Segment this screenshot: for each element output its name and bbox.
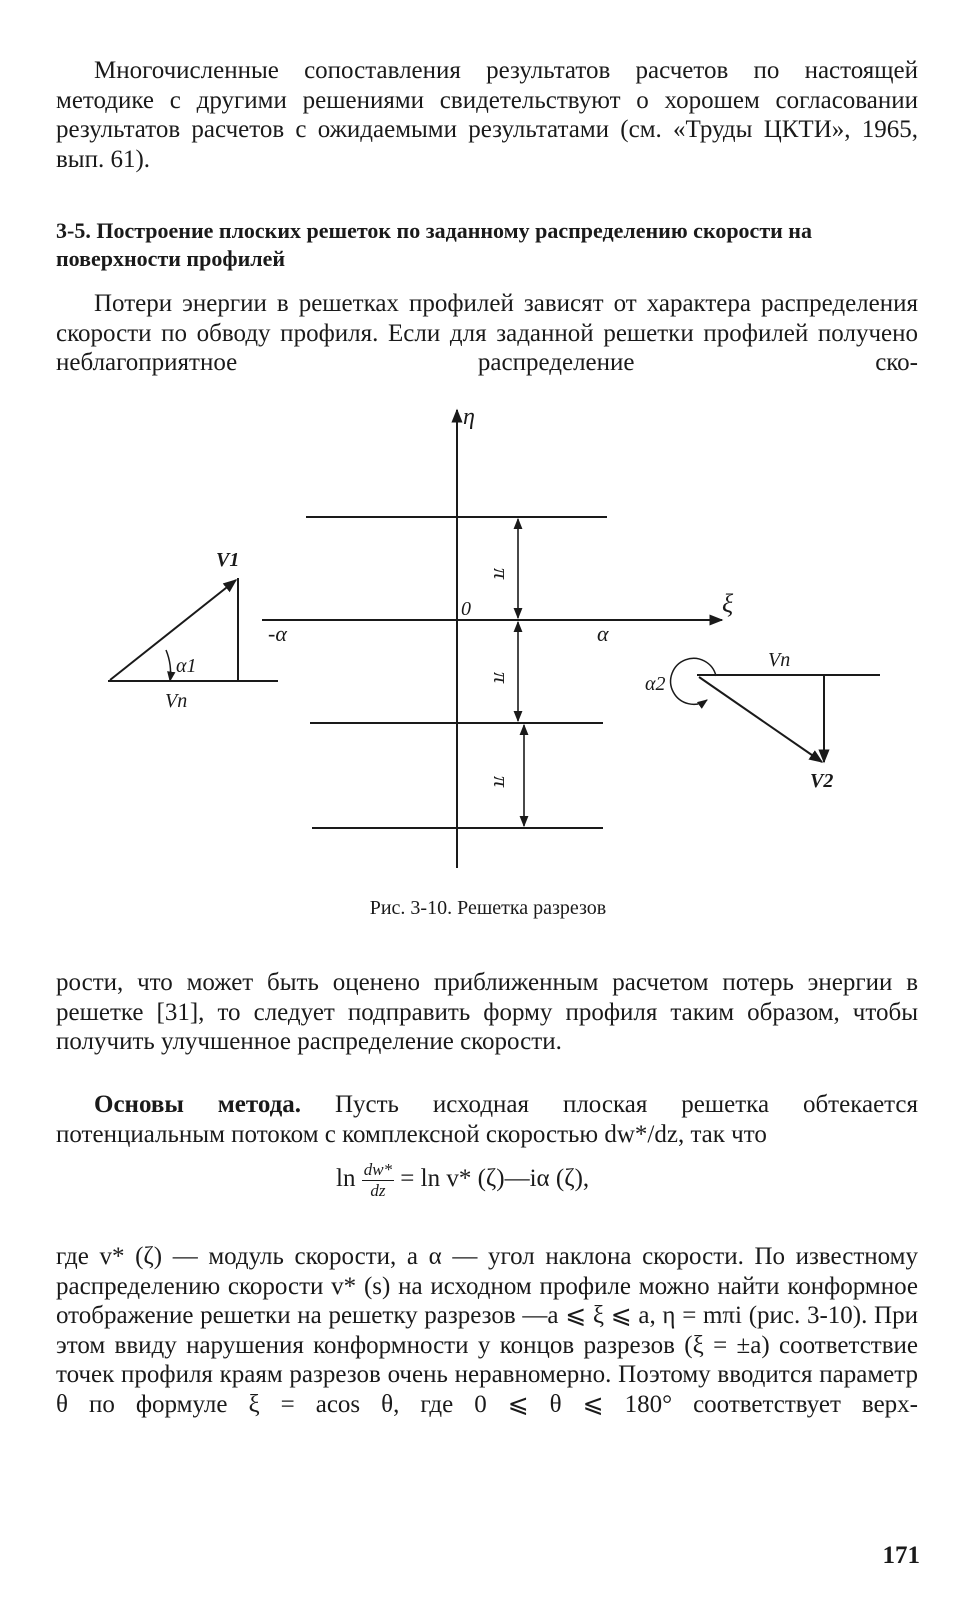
left-v1-vector [110,580,236,680]
eta-label: η [463,404,475,430]
pos-a-label: α [597,621,609,646]
left-alpha1-label: α1 [176,655,197,677]
method-text: Пусть исходная плоская решетка обтекается потенциальным потоком с комплексной скоростью dw*/dz, так что [56,1091,918,1148]
right-v2-label: V2 [810,770,834,792]
method-paragraph [56,1090,918,1149]
figure-caption: Рис. 3-10. Решетка разрезов [369,897,607,919]
paragraph-text: Потери энергии в решетках профилей зависят от характера распределения скорости по обводу профиля. Если для заданной решетки профилей получено неблагоприятное распределение ско- [56,290,918,376]
right-vn-label: Vn [768,649,791,671]
paragraph-text: Многочисленные сопоставления результатов расчетов по настоящей методике с другими решениями свидетельствуют о хорошем согласовании результатов расчетов с ожидаемыми результатами (см. «Труды ЦКТИ», 1965, вып. 61). [56,57,918,173]
left-v1-label: V1 [216,549,240,571]
formula-rhs: = ln v* (ζ)—iα (ζ), [400,1165,590,1193]
final-paragraph [56,1242,918,1419]
pi-label: π [489,776,514,788]
pi-label: π [489,672,514,684]
neg-a-label: -α [268,621,287,646]
paragraph-text: где v* (ζ) — модуль скорости, а α — угол наклона скорости. По известному распределению скорости v* (s) на исходном профиле можно найти конформное отображение решетки на решетку разрезов —a ⩽ ξ ⩽ a, η = mπi (рис. 3-10). При этом ввиду нарушения конформности у концов разрезов (ξ = ±a) соответствие точек профиля краям разрезов очень неравномерно. Поэтому вводится параметр θ по формуле ξ = acos θ, где 0 ⩽ θ ⩽ 180° соответствует верх- [56,1243,918,1418]
method-lead: Основы метода. [94,1091,302,1118]
section-heading: 3-5. Построение плоских решеток по заданному распределению скорости на поверхности профилей [56,218,812,271]
formula [336,1160,589,1201]
formula-ln: ln [336,1165,356,1193]
formula-numerator: dw* [363,1160,393,1179]
paragraph-text: рости, что может быть оценено приближенным расчетом потерь энергии в решетке [31], то следует подправить форму профиля таким образом, чтобы получить улучшенное распределение скорости. [56,969,918,1055]
left-vn-label: Vn [165,690,188,712]
right-v2-vector [699,677,822,762]
origin-label: 0 [461,598,471,620]
right-angle-arc [671,658,716,704]
left-angle-arc [166,650,171,681]
paragraph-after-figure [56,968,918,1057]
xi-label: ξ [722,589,734,618]
formula-fraction [362,1160,394,1201]
pi-label: π [489,568,514,580]
formula-denominator: dz [370,1181,386,1200]
right-alpha2-label: α2 [645,673,666,695]
page-number: 171 [882,1542,920,1569]
